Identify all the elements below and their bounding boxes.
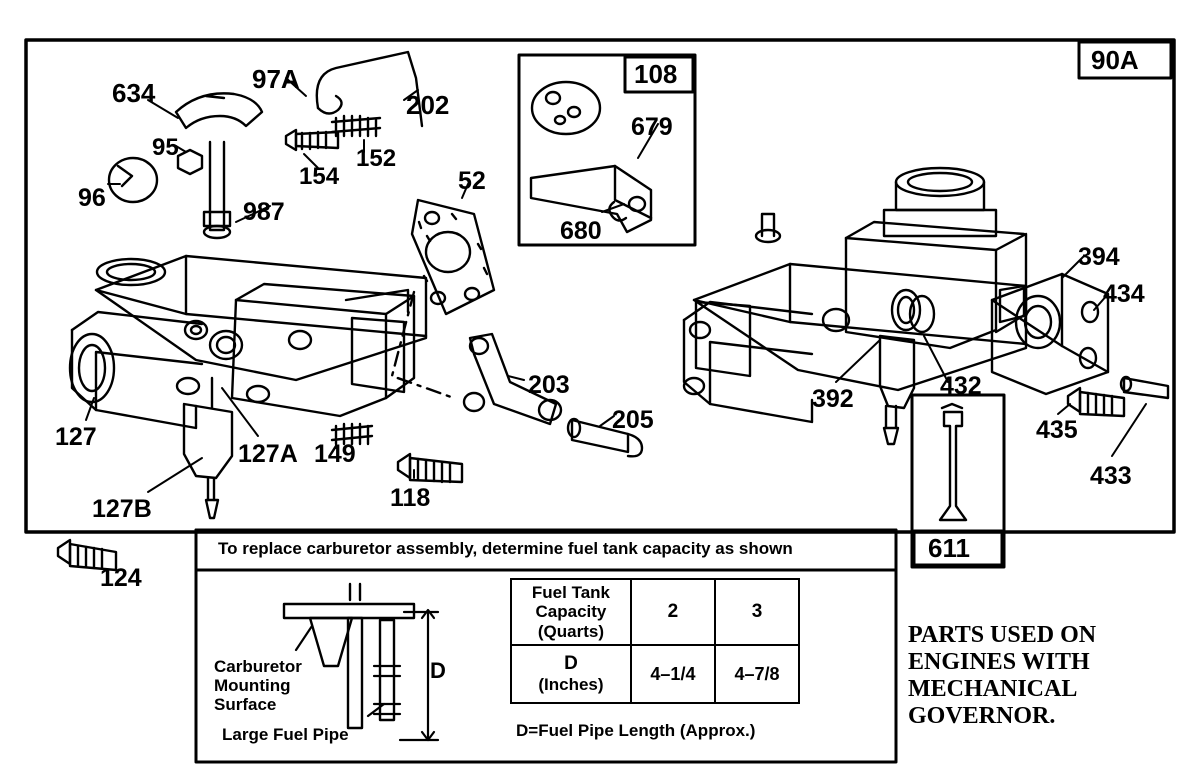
parts-note-l3: MECHANICAL (908, 675, 1078, 702)
callout-127: 127 (55, 423, 97, 451)
callout-95: 95 (152, 134, 179, 161)
callout-152: 152 (356, 145, 397, 172)
callout-394: 394 (1078, 243, 1120, 271)
parts-used-note (908, 622, 1096, 730)
capacity-header-l3: (Quarts) (537, 621, 605, 641)
cell-capacity-3: 3 (715, 579, 799, 645)
callout-96: 96 (78, 184, 106, 212)
table-footer-note: D=Fuel Pipe Length (Approx.) (516, 721, 756, 740)
callout-679: 679 (631, 113, 673, 141)
parts-note-l2: ENGINES WITH (908, 648, 1090, 675)
mounting-line-1: Carburetor (214, 657, 302, 676)
callout-434: 434 (1103, 280, 1145, 308)
callout-202: 202 (406, 90, 450, 120)
capacity-header-l1: Fuel Tank (531, 582, 610, 602)
cell-d-2: 4–1/4 (631, 645, 715, 703)
parts-note-l4: GOVERNOR. (908, 702, 1056, 729)
callout-392: 392 (812, 385, 854, 413)
mounting-line-3: Surface (214, 695, 277, 715)
callout-433: 433 (1090, 462, 1132, 490)
fuel-tank-note: To replace carburetor assembly, determine fuel tank capacity as shown (218, 539, 793, 558)
callout-97A: 97A (252, 64, 300, 94)
callout-987: 987 (243, 198, 285, 226)
capacity-header-l2: Capacity (535, 602, 607, 622)
tag-108: 108 (634, 59, 678, 89)
dimension-d-label: D (430, 658, 446, 683)
callout-634: 634 (112, 78, 156, 108)
mounting-line-2: Mounting (214, 676, 291, 696)
cell-capacity-2: 2 (631, 579, 715, 645)
cell-capacity-header (511, 579, 631, 645)
callout-124: 124 (100, 564, 142, 592)
callout-154: 154 (299, 163, 340, 190)
callout-680: 680 (560, 217, 602, 245)
tag-611: 611 (928, 533, 970, 563)
callout-127B: 127B (92, 495, 152, 523)
callout-432: 432 (940, 372, 982, 400)
callout-149: 149 (314, 440, 356, 468)
carburetor-mounting-surface-label (214, 657, 302, 714)
callout-205: 205 (612, 406, 654, 434)
fuel-capacity-table (510, 578, 800, 704)
callout-118: 118 (390, 484, 431, 512)
large-fuel-pipe-label: Large Fuel Pipe (222, 725, 349, 744)
callout-203: 203 (528, 371, 570, 399)
table-row (511, 645, 799, 703)
d-header-l1: D (564, 653, 578, 675)
cell-d-header (511, 645, 631, 703)
callout-127A: 127A (238, 440, 298, 468)
cell-d-3: 4–7/8 (715, 645, 799, 703)
table-row (511, 579, 799, 645)
callout-52: 52 (458, 167, 486, 195)
parts-note-l1: PARTS USED ON (908, 622, 1097, 648)
tag-90A: 90A (1091, 45, 1139, 75)
d-header-l2: (Inches) (538, 675, 604, 695)
callout-435: 435 (1036, 416, 1078, 444)
